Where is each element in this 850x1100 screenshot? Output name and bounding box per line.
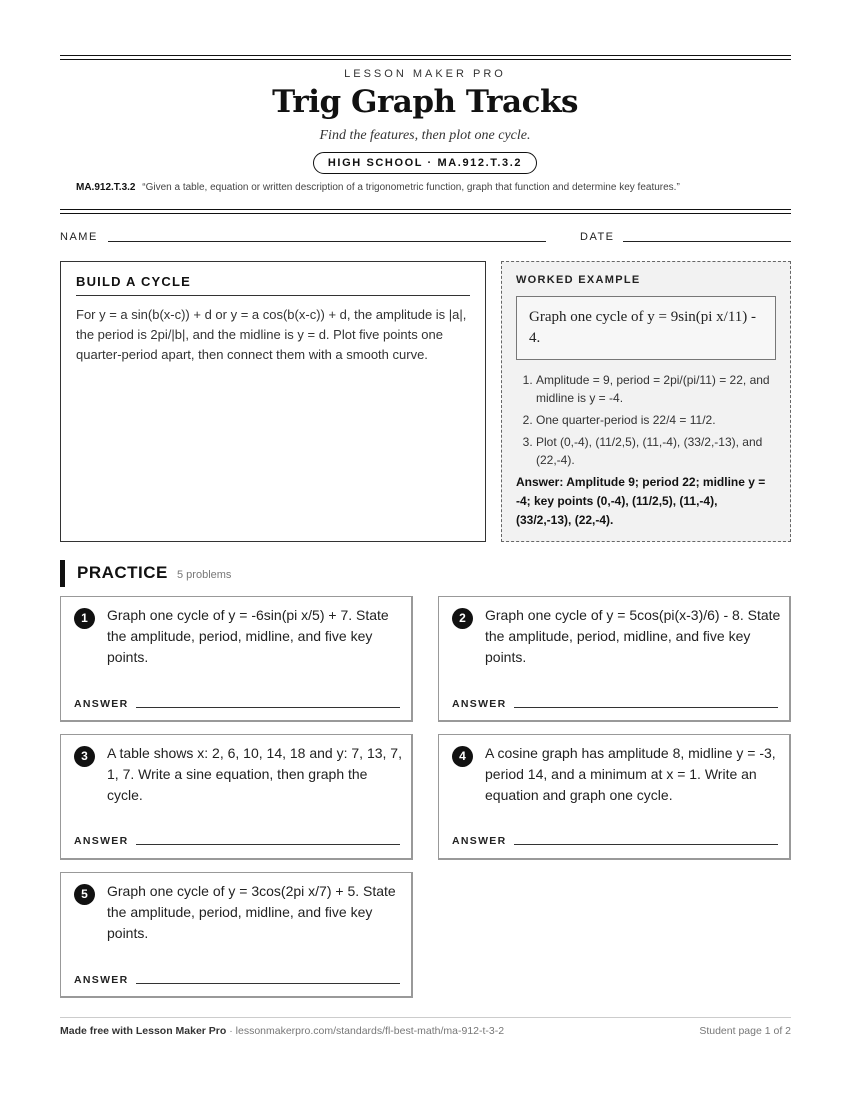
problem-number: 2 (452, 608, 473, 629)
answer-line[interactable] (136, 983, 400, 984)
answer-label: ANSWER (74, 974, 129, 986)
problem-card (438, 596, 791, 722)
build-body: For y = a sin(b(x-c)) + d or y = a cos(b(x-c)) + d, the amplitude is |a|, the period is 2pi/|b|, and the midline is y = d. Plot five points one quarter-period apart, then connect them with a smooth curve. (76, 307, 467, 362)
footer-page-number: Student page 1 of 2 (699, 1025, 791, 1037)
answer-line[interactable] (514, 707, 778, 708)
name-field-line[interactable] (108, 241, 546, 242)
name-label: NAME (60, 231, 98, 243)
worked-title: WORKED EXAMPLE (516, 274, 641, 286)
badge-wrap (0, 152, 850, 174)
problem-text: Graph one cycle of y = -6sin(pi x/5) + 7. State the amplitude, period, midline, and five key points. (107, 607, 389, 665)
footer-credit (60, 1025, 504, 1037)
top-rule (60, 55, 791, 56)
answer-label: ANSWER (74, 698, 129, 710)
problem-text: Graph one cycle of y = 3cos(2pi x/7) + 5. State the amplitude, period, midline, and five key points. (107, 883, 396, 941)
worked-step: 3. Plot (0,-4), (11/2,5), (11,-4), (33/2,-13), and (22,-4). (536, 433, 776, 469)
problem-text: A cosine graph has amplitude 8, midline y = -3, period 14, and a minimum at x = 1. Write an equation and graph one cycle. (485, 745, 776, 803)
problem-number: 1 (74, 608, 95, 629)
worked-step: 2. One quarter-period is 22/4 = 11/2. (536, 411, 776, 429)
worked-answer: Answer: Amplitude 9; period 22; midline y = -4; key points (0,-4), (11/2,5), (11,-4), (33/2,-13), (22,-4). (516, 475, 766, 527)
problem-number: 3 (74, 746, 95, 767)
problem-number: 5 (74, 884, 95, 905)
standard-text: “Given a table, equation or written description of a trigonometric function, graph that function and determine key features.” (142, 182, 680, 193)
build-title: BUILD A CYCLE (76, 274, 470, 296)
answer-label: ANSWER (74, 835, 129, 847)
problem-number: 4 (452, 746, 473, 767)
date-field-line[interactable] (623, 241, 791, 242)
top-rule-thin (60, 59, 791, 60)
page-subtitle: Find the features, then plot one cycle. (319, 128, 531, 143)
problem-card (438, 734, 791, 860)
worked-question: Graph one cycle of y = 9sin(pi x/11) - 4. (516, 296, 776, 360)
problem-text: A table shows x: 2, 6, 10, 14, 18 and y: 7, 13, 7, 1, 7. Write a sine equation, then graph the cycle. (107, 745, 402, 803)
answer-label: ANSWER (452, 698, 507, 710)
header-bottom-rule (60, 209, 791, 210)
header-bottom-rule-thin (60, 213, 791, 214)
brand-label: LESSON MAKER PRO (344, 68, 506, 80)
build-a-cycle-panel (60, 261, 486, 542)
footer-made-with: Made free with Lesson Maker Pro (60, 1025, 227, 1037)
problem-text: Graph one cycle of y = 5cos(pi(x-3)/6) - 8. State the amplitude, period, midline, and five key points. (485, 607, 781, 665)
standard-code: MA.912.T.3.2 (76, 182, 136, 193)
answer-line[interactable] (136, 707, 400, 708)
grade-standard-badge: HIGH SCHOOL · MA.912.T.3.2 (313, 152, 537, 174)
standard-description (76, 182, 796, 193)
worked-step: 1. Amplitude = 9, period = 2pi/(pi/11) = 22, and midline is y = -4. (536, 371, 776, 407)
practice-count: 5 problems (177, 569, 232, 581)
answer-line[interactable] (514, 844, 778, 845)
answer-label: ANSWER (452, 835, 507, 847)
footer-url[interactable]: · lessonmakerpro.com/standards/fl-best-math/ma-912-t-3-2 (226, 1025, 505, 1037)
worked-steps (516, 371, 776, 469)
answer-line[interactable] (136, 844, 400, 845)
problem-card (60, 872, 413, 998)
practice-accent-bar (60, 560, 65, 587)
worked-example-panel (501, 261, 791, 542)
footer-rule (60, 1017, 791, 1018)
page-title: Trig Graph Tracks (272, 84, 578, 120)
problem-card (60, 596, 413, 722)
date-label: DATE (580, 231, 615, 243)
practice-title: PRACTICE (77, 563, 168, 582)
problem-card (60, 734, 413, 860)
